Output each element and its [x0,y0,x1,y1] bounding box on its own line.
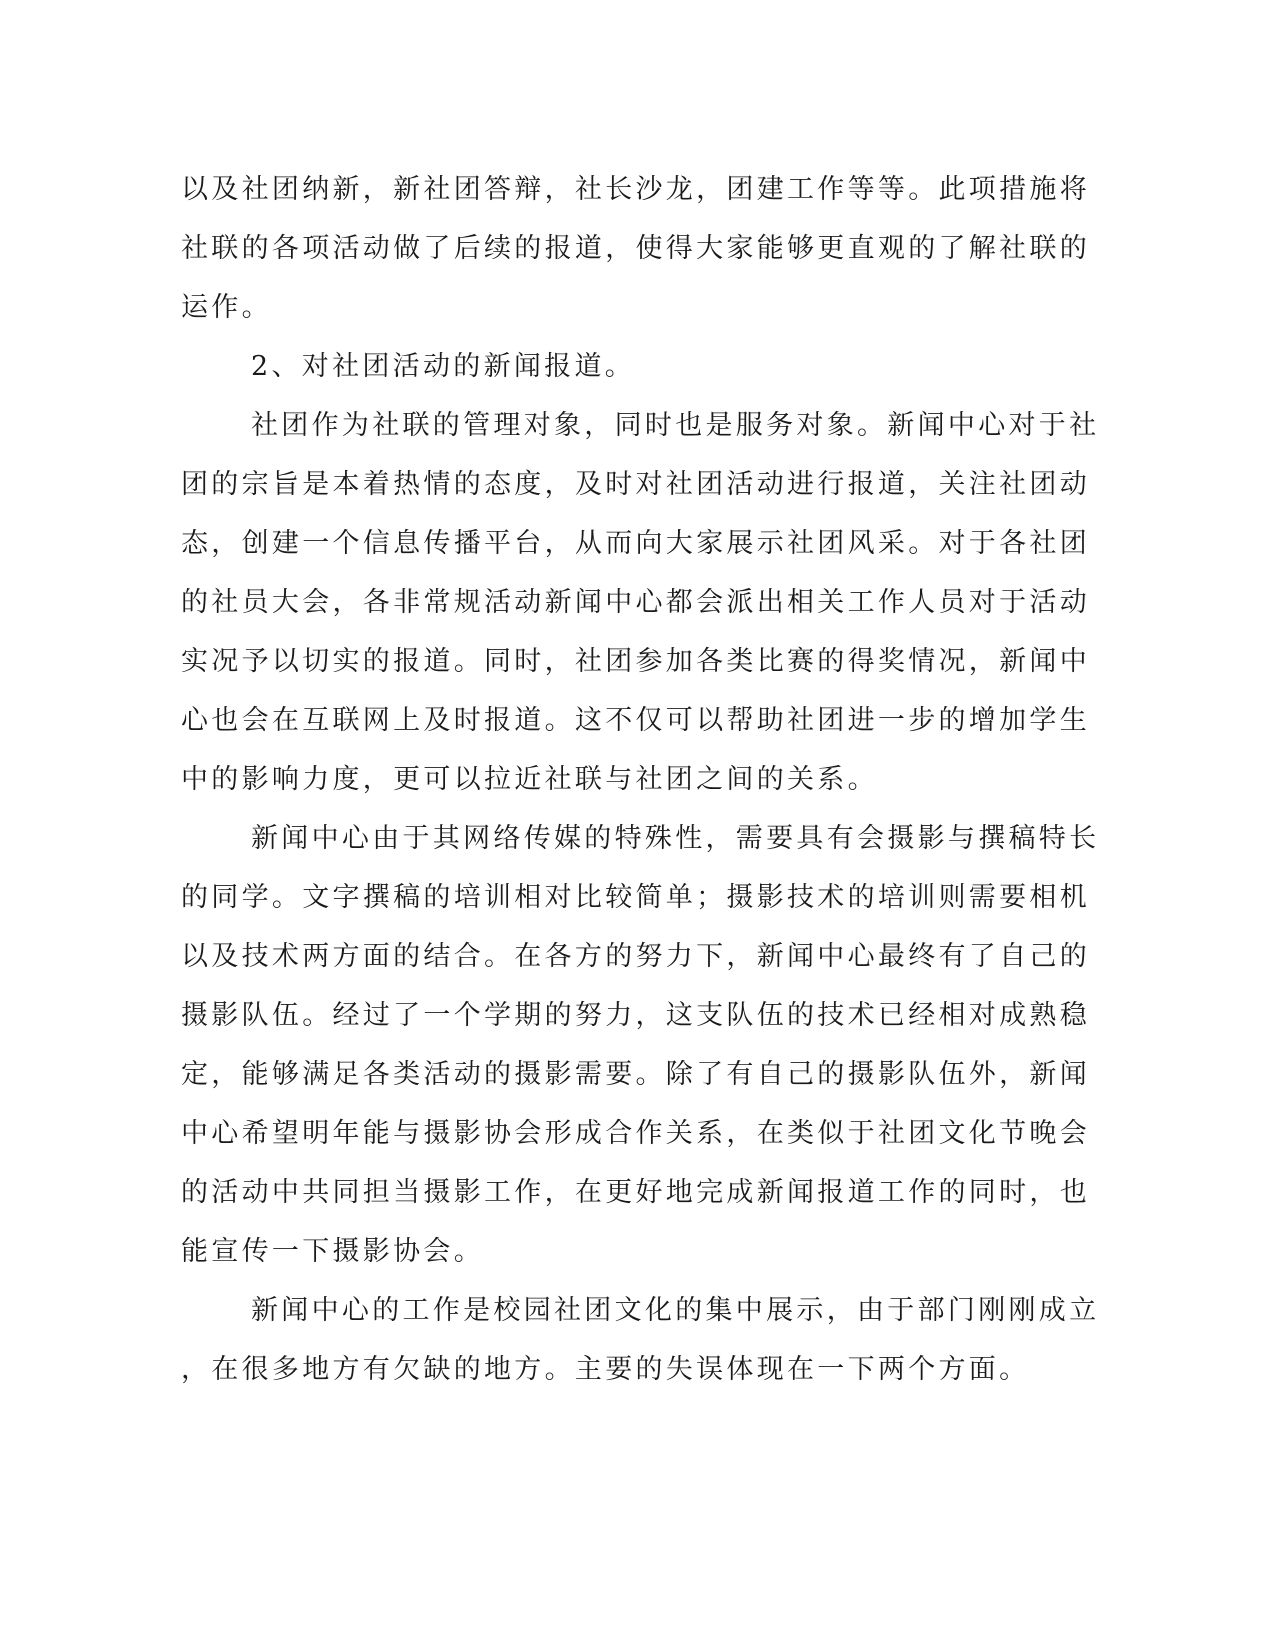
text-line: 中的影响力度，更可以拉近社联与社团之间的关系。 [181,764,878,795]
text-line: 心也会在互联网上及时报道。这不仅可以帮助社团进一步的增加学生 [181,705,1090,736]
text-line: 社联的各项活动做了后续的报道，使得大家能够更直观的了解社联的 [181,233,1090,264]
text-line: 的社员大会，各非常规活动新闻中心都会派出相关工作人员对于活动 [181,587,1090,618]
paragraph-start-line: 新闻中心由于其网络传媒的特殊性，需要具有会摄影与撰稿特长 [251,823,1100,854]
text-line: 以及技术两方面的结合。在各方的努力下，新闻中心最终有了自己的 [181,941,1090,972]
text-line: 团的宗旨是本着热情的态度，及时对社团活动进行报道，关注社团动 [181,469,1090,500]
text-line: ，在很多地方有欠缺的地方。主要的失误体现在一下两个方面。 [181,1354,1030,1385]
section-heading: 2、对社团活动的新闻报道。 [251,351,636,382]
paragraph-start-line: 社团作为社联的管理对象，同时也是服务对象。新闻中心对于社 [251,410,1100,441]
text-line: 摄影队伍。经过了一个学期的努力，这支队伍的技术已经相对成熟稳 [181,1000,1090,1031]
text-line: 定，能够满足各类活动的摄影需要。除了有自己的摄影队伍外，新闻 [181,1059,1090,1090]
text-line: 能宣传一下摄影协会。 [181,1236,484,1267]
text-line: 态，创建一个信息传播平台，从而向大家展示社团风采。对于各社团 [181,528,1090,559]
document-body [181,160,1100,1399]
text-line: 以及社团纳新，新社团答辩，社长沙龙，团建工作等等。此项措施将 [181,174,1090,205]
text-line: 运作。 [181,292,272,323]
text-line: 实况予以切实的报道。同时，社团参加各类比赛的得奖情况，新闻中 [181,646,1090,677]
text-line: 中心希望明年能与摄影协会形成合作关系，在类似于社团文化节晚会 [181,1118,1090,1149]
text-line: 的活动中共同担当摄影工作，在更好地完成新闻报道工作的同时，也 [181,1177,1090,1208]
text-line: 的同学。文字撰稿的培训相对比较简单；摄影技术的培训则需要相机 [181,882,1090,913]
paragraph-start-line: 新闻中心的工作是校园社团文化的集中展示，由于部门刚刚成立 [251,1295,1100,1326]
